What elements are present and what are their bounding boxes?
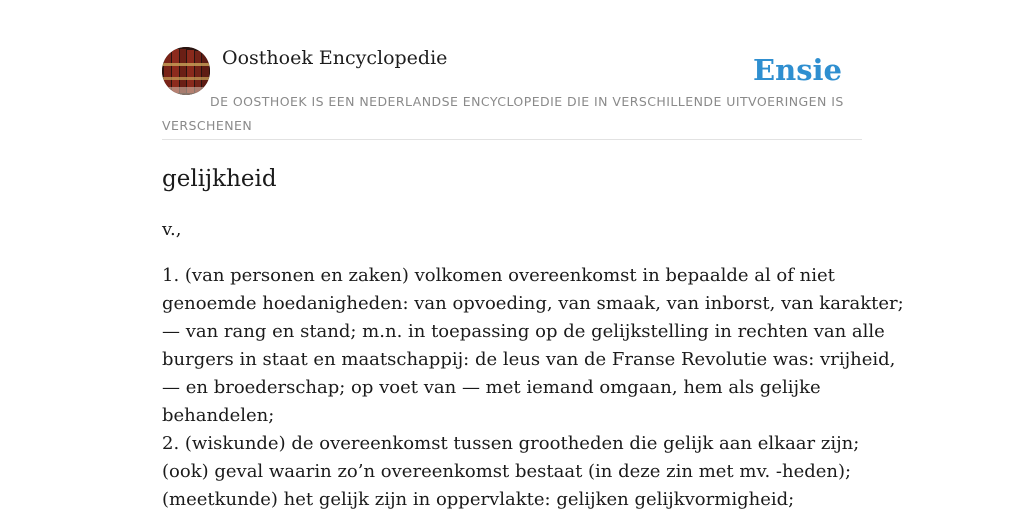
definition-line: behandelen; (162, 405, 275, 426)
definition-line: (meetkunde) het gelijk zijn in oppervlakte: gelijken gelijkvormigheid; (162, 489, 795, 510)
entry-headword: gelijkheid (162, 166, 277, 192)
brand-logo-link[interactable]: Ensie (753, 53, 842, 87)
definition-line: (ook) geval waarin zo’n overeenkomst bestaat (in deze zin met mv. -heden); (162, 461, 852, 482)
definition-text (162, 262, 904, 512)
book-spines-icon[interactable] (162, 47, 210, 95)
site-title[interactable]: Oosthoek Encyclopedie (222, 47, 448, 69)
site-tagline: DE OOSTHOEK IS EEN NEDERLANDSE ENCYCLOPEDIE DIE IN VERSCHILLENDE UITVOERINGEN IS VERSCHENEN (162, 94, 844, 133)
definition-line: burgers in staat en maatschappij: de leus van de Franse Revolutie was: vrijheid, (162, 349, 896, 370)
definition-line: — en broederschap; op voet van — met iemand omgaan, hem als gelijke (162, 377, 821, 398)
definition-line: 1. (van personen en zaken) volkomen overeenkomst in bepaalde al of niet (162, 265, 835, 286)
grammar-label: v., (162, 219, 182, 240)
definition-line: — van rang en stand; m.n. in toepassing op de gelijkstelling in rechten van alle (162, 321, 885, 342)
site-header (162, 46, 862, 140)
definition-line: 2. (wiskunde) de overeenkomst tussen grootheden die gelijk aan elkaar zijn; (162, 433, 860, 454)
entry-content (162, 164, 904, 512)
definition-line: genoemde hoedanigheden: van opvoeding, van smaak, van inborst, van karakter; (162, 293, 904, 314)
